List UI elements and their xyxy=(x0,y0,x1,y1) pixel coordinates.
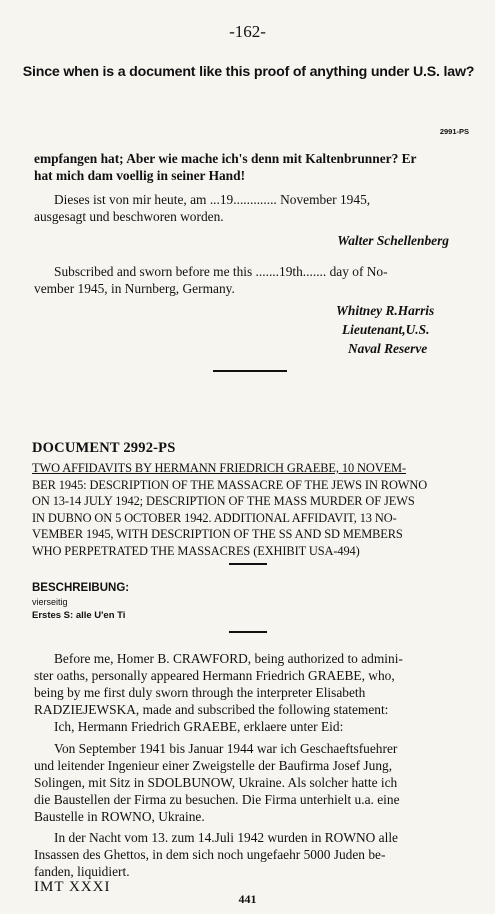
witness-signature-block xyxy=(336,303,476,357)
witness-name: Whitney R.Harris xyxy=(336,303,435,318)
description-block xyxy=(32,581,129,623)
document-title: DOCUMENT 2992-PS xyxy=(32,440,176,456)
section-divider xyxy=(229,631,267,633)
text-line: und leitender Ingenieur einer Zweigstelle der Baufirma Josef Jung, xyxy=(34,758,393,773)
text-line: hat mich dam voellig in seiner Hand! xyxy=(34,168,246,183)
oath-line: Ich, Hermann Friedrich GRAEBE, erklaere unter Eid: xyxy=(54,719,344,734)
sworn-statement-english xyxy=(34,263,474,297)
text-line: Insassen des Ghettos, in dem sich noch ungefaehr 5000 Juden be- xyxy=(34,847,386,862)
page-number-top: -162- xyxy=(229,22,266,41)
text-line: vember 1945, in Nurnberg, Germany. xyxy=(34,281,235,296)
description-line: TWO AFFIDAVITS BY HERMANN FRIEDRICH GRAEBE, 10 NOVEM- xyxy=(32,461,407,475)
handwritten-note: Since when is a document like this proof of anything under U.S. law? xyxy=(22,64,475,80)
document-reference: 2991-PS xyxy=(439,127,469,136)
intro-paragraph xyxy=(34,650,474,735)
page-number-bottom: 441 xyxy=(238,892,257,906)
text-line: empfangen hat; Aber wie mache ich's denn mit Kaltenbrunner? Er xyxy=(34,151,417,166)
text-line: Solingen, mit Sitz in SDOLBUNOW, Ukraine. Als solcher hatte ich xyxy=(34,775,398,790)
witness-unit: Naval Reserve xyxy=(348,341,428,356)
affidavit-tail-text xyxy=(34,150,474,184)
erstes-label: Erstes S: alle U'en Ti xyxy=(32,610,126,621)
section-divider xyxy=(229,563,267,565)
text-line: Before me, Homer B. CRAWFORD, being authorized to admini- xyxy=(54,651,403,666)
signature-schellenberg: Walter Schellenberg xyxy=(337,233,449,248)
vierseitig-label: vierseitig xyxy=(32,597,68,607)
text-line: Dieses ist von mir heute, am ...19............. November 1945, xyxy=(54,192,371,207)
text-line: RADZIEJEWSKA, made and subscribed the following statement: xyxy=(34,702,389,717)
text-line: ausgesagt und beschworen worden. xyxy=(34,209,224,224)
series-label: IMT XXXI xyxy=(34,879,111,895)
text-line: Baustelle in ROWNO, Ukraine. xyxy=(34,809,205,824)
witness-rank: Lieutenant,U.S. xyxy=(342,322,430,337)
description-line: ON 13-14 JULY 1942; DESCRIPTION OF THE MASS MURDER OF JEWS xyxy=(32,494,415,509)
description-line: WHO PERPETRATED THE MASSACRES (EXHIBIT USA-494) xyxy=(32,543,360,558)
text-line: being by me first duly sworn through the interpreter Elisabeth xyxy=(34,685,366,700)
ghetto-paragraph xyxy=(34,829,474,880)
text-line: ster oaths, personally appeared Hermann Friedrich GRAEBE, who, xyxy=(34,668,395,683)
text-line: die Baustellen der Firma zu besuchen. Die Firma unterhielt u.a. eine xyxy=(34,792,400,807)
sworn-statement-german xyxy=(34,191,474,225)
section-divider xyxy=(213,370,287,372)
description-line: IN DUBNO ON 5 OCTOBER 1942. ADDITIONAL AFFIDAVIT, 13 NO- xyxy=(32,510,397,525)
text-line: fanden, liquidiert. xyxy=(34,864,130,879)
document-description xyxy=(32,460,477,560)
employment-paragraph xyxy=(34,740,474,825)
description-line: VEMBER 1945, WITH DESCRIPTION OF THE SS AND SD MEMBERS xyxy=(32,527,403,542)
text-line: Von September 1941 bis Januar 1944 war ich Geschaeftsfuehrer xyxy=(54,741,398,756)
beschreibung-label: BESCHREIBUNG: xyxy=(32,582,130,594)
description-line: BER 1945: DESCRIPTION OF THE MASSACRE OF THE JEWS IN ROWNO xyxy=(32,477,428,492)
text-line: In der Nacht vom 13. zum 14.Juli 1942 wurden in ROWNO alle xyxy=(54,830,398,845)
text-line: Subscribed and sworn before me this .......19th....... day of No- xyxy=(54,264,388,279)
